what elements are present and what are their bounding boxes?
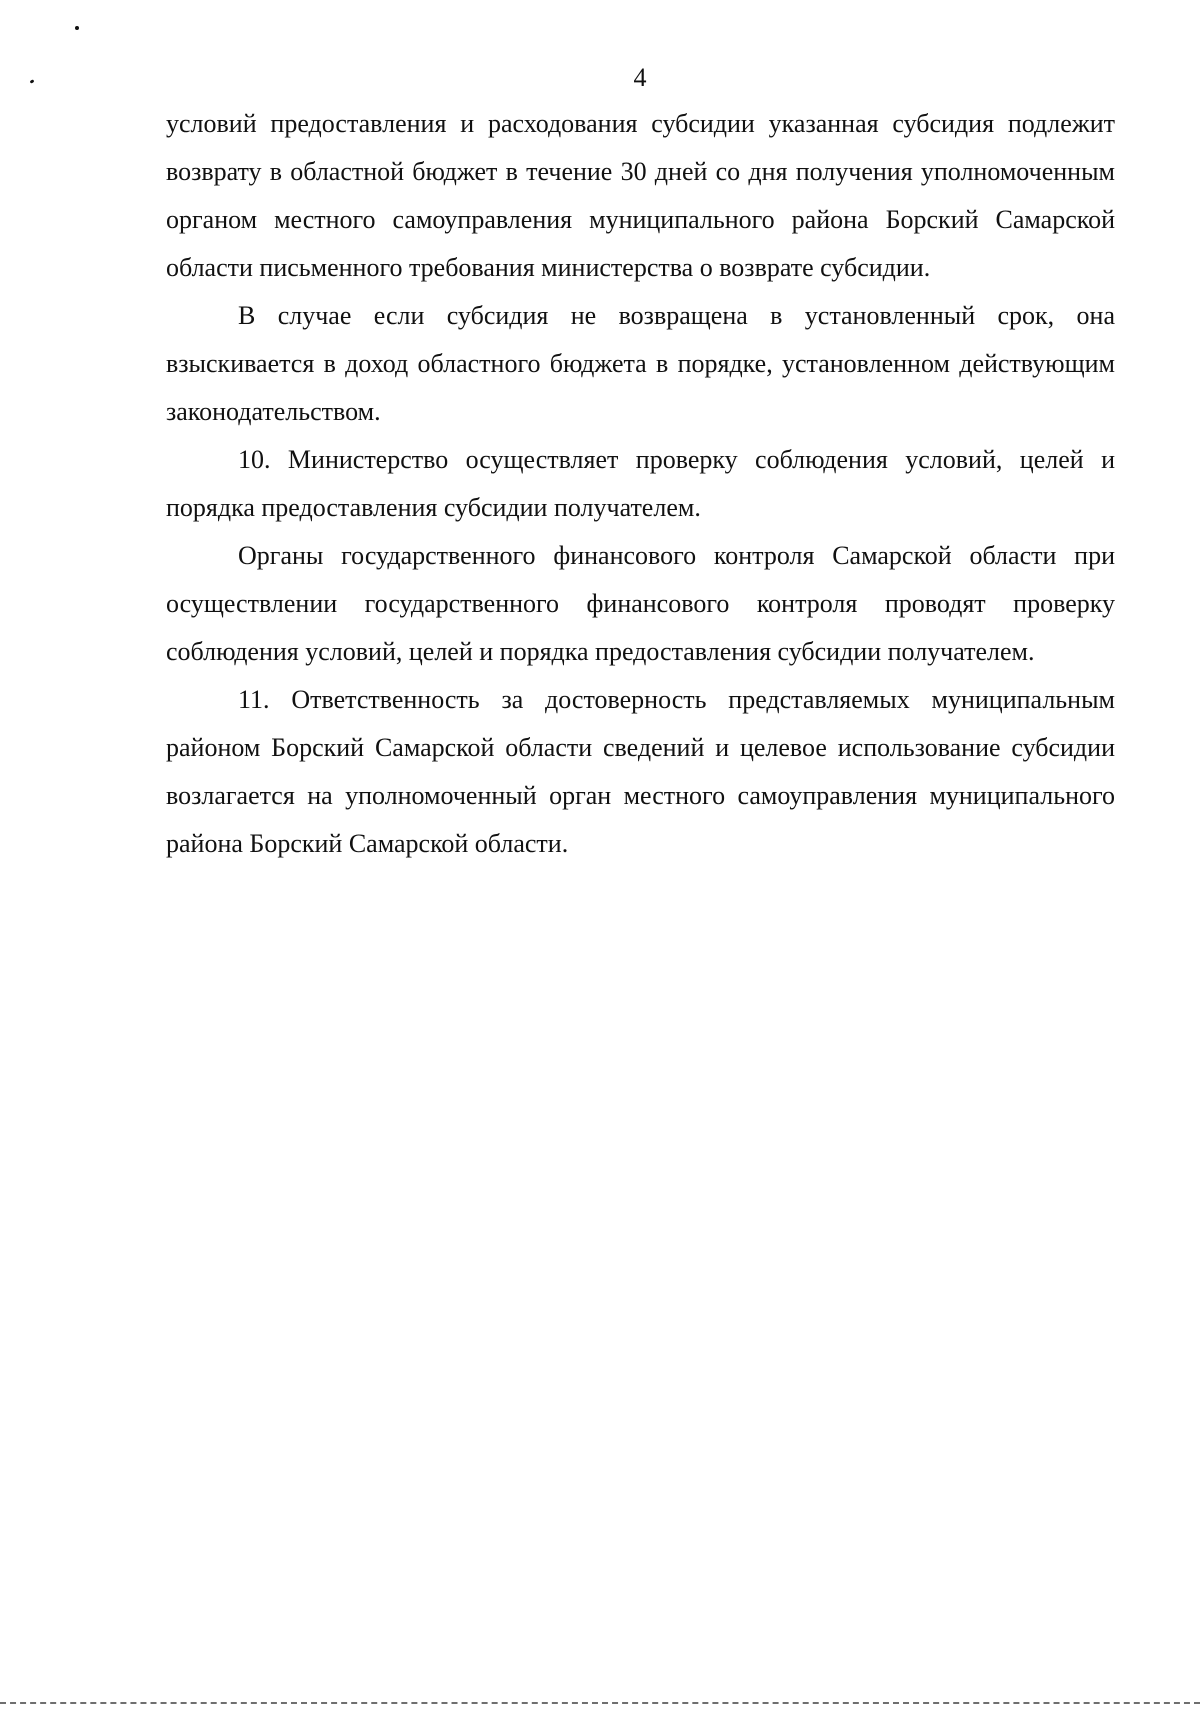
paragraph-financial-control: Органы государственного финансового контроля Самарской области при осуществлении государственного финансового контроля проводят проверку соблюдения условий, целей и порядка предоставления субсидии получателем.	[166, 541, 1115, 666]
scan-speck	[75, 26, 79, 30]
paragraph-continuation: условий предоставления и расходования субсидии указанная субсидия подлежит возврату в областной бюджет в течение 30 дней со дня получения уполномоченным органом местного самоуправления муниципального района Борский Самарской области письменного требования министерства о возврате субсидии.	[166, 109, 1115, 282]
paragraph-recovery: В случае если субсидия не возвращена в установленный срок, она взыскивается в доход областного бюджета в порядке, установленном действующим законодательством.	[166, 301, 1115, 426]
document-body	[166, 100, 1115, 868]
page-number: 4	[633, 63, 647, 92]
scan-bottom-edge	[0, 1702, 1200, 1704]
paragraph-clause-11: 11. Ответственность за достоверность представляемых муниципальным районом Борский Самарской области сведений и целевое использование субсидии возлагается на уполномоченный орган местного самоуправления муниципального района Борский Самарской области.	[166, 685, 1115, 858]
paragraph-clause-10: 10. Министерство осуществляет проверку соблюдения условий, целей и порядка предоставления субсидии получателем.	[166, 445, 1115, 522]
